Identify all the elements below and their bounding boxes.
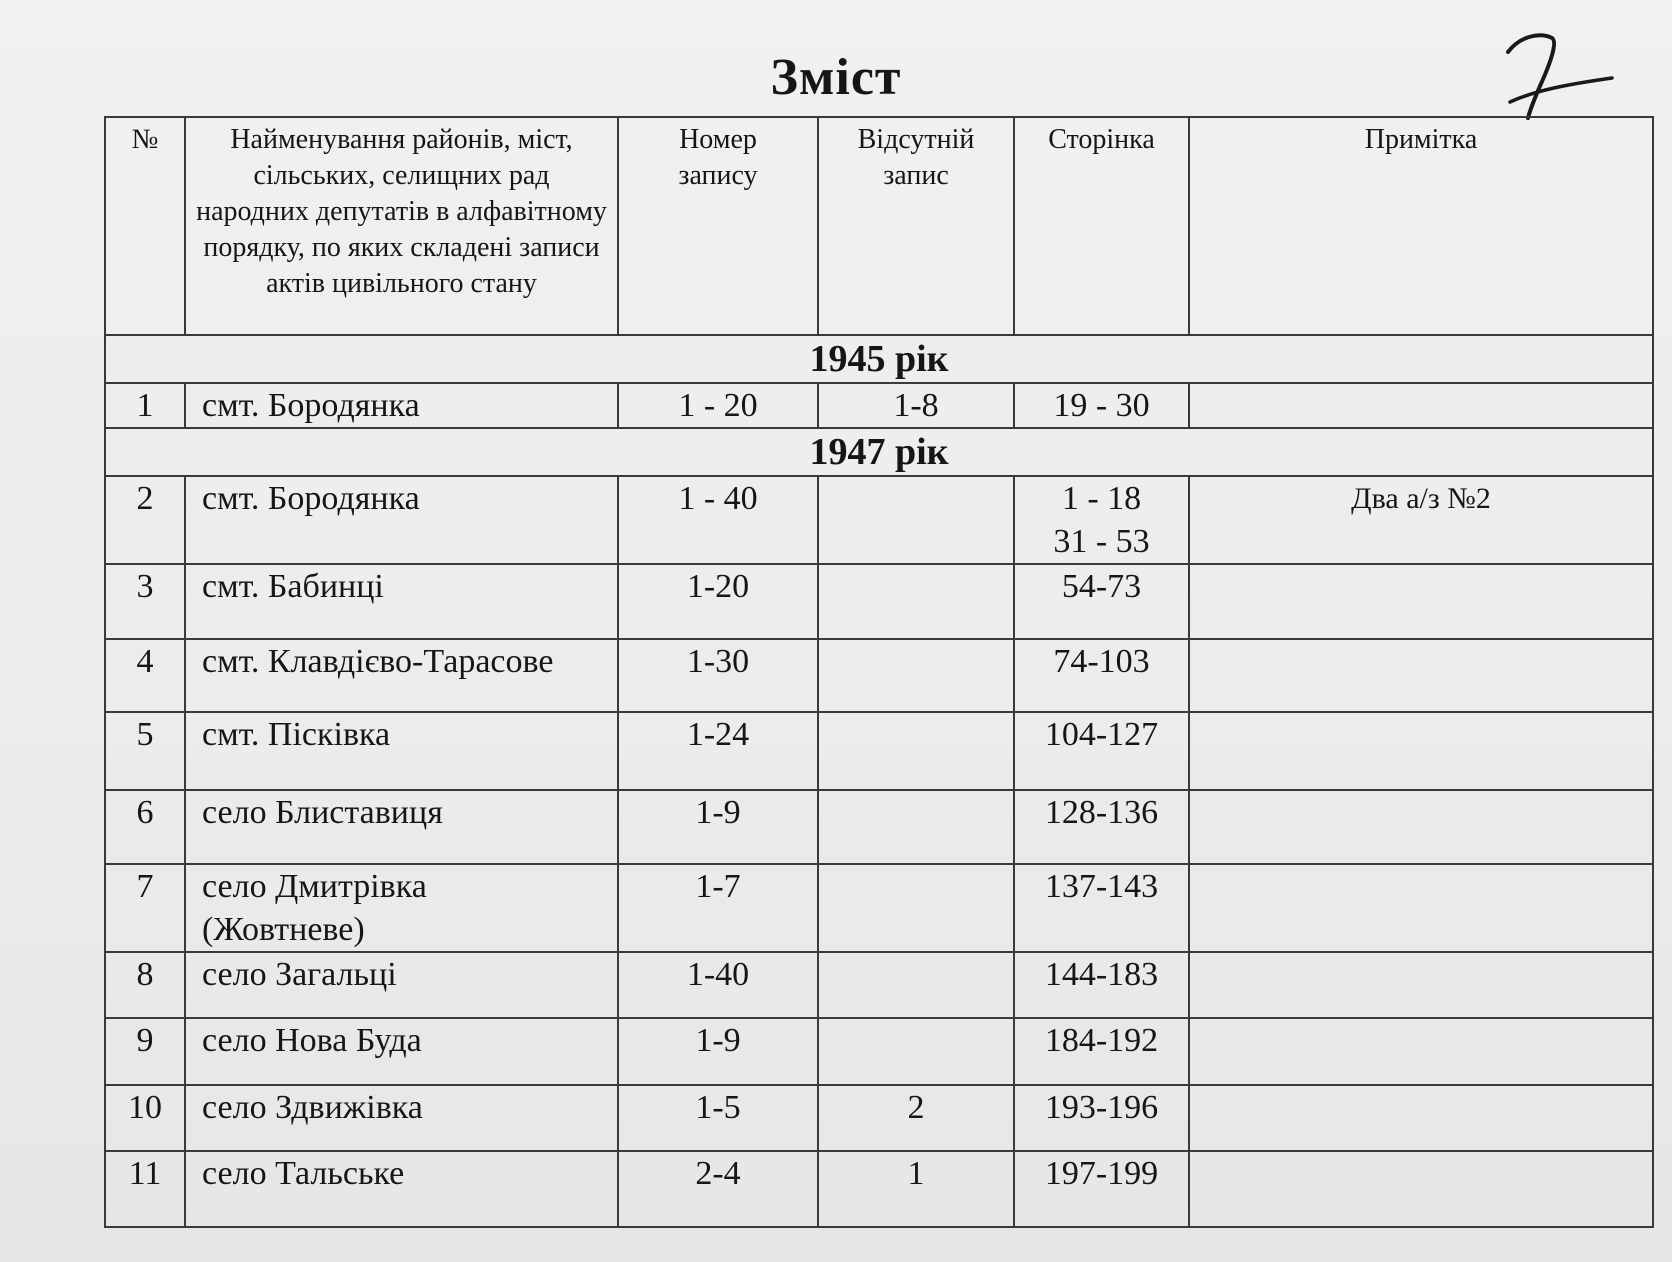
- row-record: 1-24: [618, 712, 818, 790]
- row-num: 1: [105, 383, 185, 428]
- row-record: 1-40: [618, 952, 818, 1018]
- table-row: [105, 864, 1653, 952]
- row-note: [1189, 1085, 1653, 1151]
- row-page: 104-127: [1014, 712, 1189, 790]
- row-num: 7: [105, 864, 185, 952]
- row-page: 54-73: [1014, 564, 1189, 639]
- row-page: 74-103: [1014, 639, 1189, 712]
- row-record: 1 - 40: [618, 476, 818, 564]
- year-row: [105, 335, 1653, 383]
- row-name-line: (Жовтневе): [202, 911, 365, 948]
- row-missing: [818, 1018, 1014, 1085]
- year-label: 1947 рік: [105, 428, 1653, 476]
- row-record: 1-20: [618, 564, 818, 639]
- row-record: 1 - 20: [618, 383, 818, 428]
- row-num: 8: [105, 952, 185, 1018]
- row-name: село Блиставиця: [185, 790, 618, 864]
- row-record: 1-9: [618, 1018, 818, 1085]
- row-name-line: село Дмитрівка: [202, 868, 427, 905]
- row-record: 2-4: [618, 1151, 818, 1227]
- table-row: [105, 1018, 1653, 1085]
- row-note: [1189, 639, 1653, 712]
- table-row: [105, 564, 1653, 639]
- table-row: [105, 639, 1653, 712]
- row-num: 2: [105, 476, 185, 564]
- header-note: Примітка: [1189, 117, 1653, 335]
- row-missing: [818, 952, 1014, 1018]
- row-page: 184-192: [1014, 1018, 1189, 1085]
- row-num: 6: [105, 790, 185, 864]
- table-row: [105, 383, 1653, 428]
- row-note: Два а/з №2: [1189, 476, 1653, 564]
- row-page: [1014, 476, 1189, 564]
- page-title: Зміст: [770, 49, 902, 106]
- row-num: 11: [105, 1151, 185, 1227]
- row-name: село Тальське: [185, 1151, 618, 1227]
- row-record: 1-5: [618, 1085, 818, 1151]
- row-note: [1189, 952, 1653, 1018]
- row-record: 1-9: [618, 790, 818, 864]
- row-num: 4: [105, 639, 185, 712]
- row-note: [1189, 383, 1653, 428]
- contents-table: [104, 116, 1654, 1228]
- row-record: 1-30: [618, 639, 818, 712]
- header-missing-record: Відсутній запис: [818, 117, 1014, 335]
- row-missing: [818, 790, 1014, 864]
- row-page: 197-199: [1014, 1151, 1189, 1227]
- header-row: [105, 117, 1653, 335]
- table-row: [105, 952, 1653, 1018]
- row-name: смт. Бабинці: [185, 564, 618, 639]
- header-record-number: Номер запису: [618, 117, 818, 335]
- year-label: 1945 рік: [105, 335, 1653, 383]
- row-name: смт. Бородянка: [185, 383, 618, 428]
- row-missing: [818, 564, 1014, 639]
- row-name: село Здвижівка: [185, 1085, 618, 1151]
- row-name: смт. Клавдієво-Тарасове: [185, 639, 618, 712]
- table-row: [105, 1151, 1653, 1227]
- row-note: [1189, 712, 1653, 790]
- row-page-line: 1 - 18: [1061, 480, 1142, 517]
- row-missing: 1: [818, 1151, 1014, 1227]
- row-missing: [818, 476, 1014, 564]
- row-missing: [818, 639, 1014, 712]
- table-row: [105, 712, 1653, 790]
- header-num: №: [105, 117, 185, 335]
- row-page-line: 31 - 53: [1053, 523, 1150, 560]
- row-name: смт. Пісківка: [185, 712, 618, 790]
- row-name: село Нова Буда: [185, 1018, 618, 1085]
- row-missing: 1-8: [818, 383, 1014, 428]
- row-page: 128-136: [1014, 790, 1189, 864]
- row-name: [185, 864, 618, 952]
- table-row: [105, 1085, 1653, 1151]
- row-num: 3: [105, 564, 185, 639]
- row-num: 9: [105, 1018, 185, 1085]
- row-note: [1189, 564, 1653, 639]
- header-page: Сторінка: [1014, 117, 1189, 335]
- row-note: [1189, 864, 1653, 952]
- row-num: 5: [105, 712, 185, 790]
- row-record: 1-7: [618, 864, 818, 952]
- row-page: 193-196: [1014, 1085, 1189, 1151]
- row-missing: [818, 712, 1014, 790]
- row-missing: [818, 864, 1014, 952]
- row-note: [1189, 1151, 1653, 1227]
- row-note: [1189, 790, 1653, 864]
- row-page: 144-183: [1014, 952, 1189, 1018]
- row-note: [1189, 1018, 1653, 1085]
- row-name: смт. Бородянка: [185, 476, 618, 564]
- row-num: 10: [105, 1085, 185, 1151]
- row-page: 19 - 30: [1014, 383, 1189, 428]
- year-row: [105, 428, 1653, 476]
- row-missing: 2: [818, 1085, 1014, 1151]
- table-row: [105, 790, 1653, 864]
- row-name: село Загальці: [185, 952, 618, 1018]
- row-page: 137-143: [1014, 864, 1189, 952]
- header-name: Найменування районів, міст, сільських, селищних рад народних депутатів в алфавітному порядку, по яких складені записи актів цивільного стану: [185, 117, 618, 335]
- table-row: [105, 476, 1653, 564]
